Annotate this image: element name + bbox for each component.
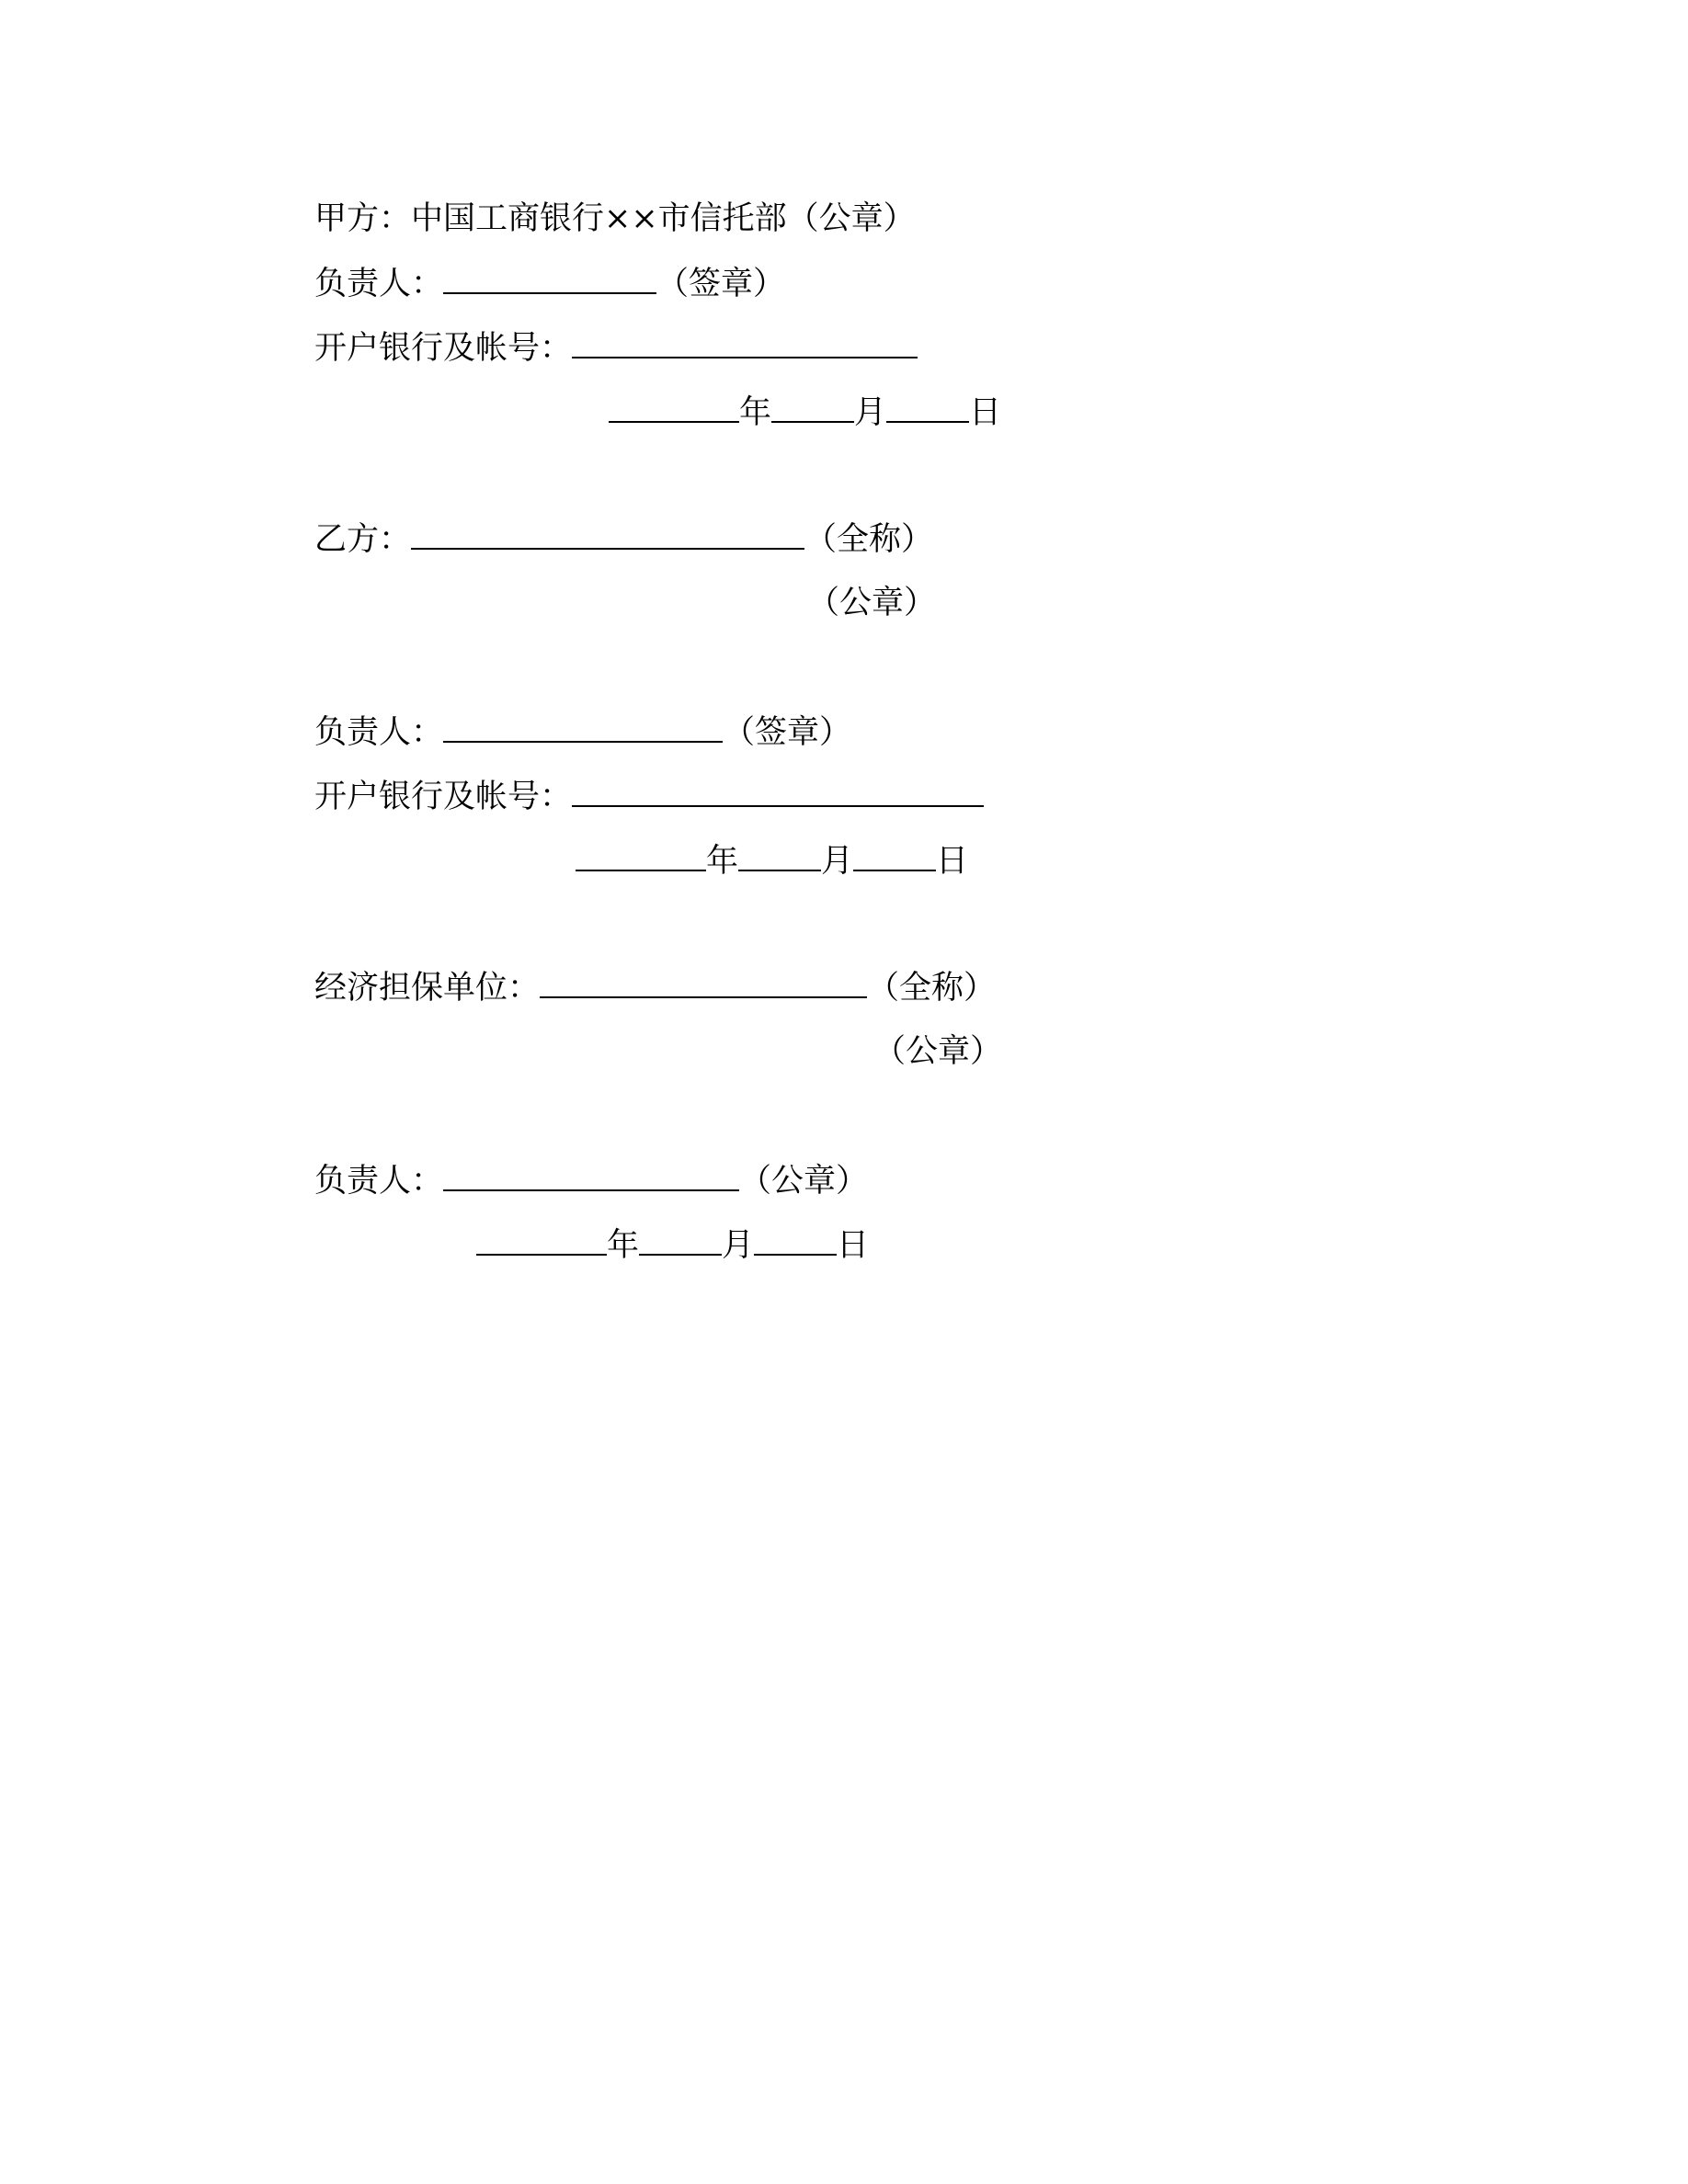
party-a-label: 甲方：中国工商银行××市信托部（公章） bbox=[314, 200, 916, 237]
party-b-name-row bbox=[314, 517, 933, 561]
party-a-bank-label: 开户银行及帐号： bbox=[314, 330, 573, 367]
party-b-month-blank[interactable] bbox=[738, 838, 821, 871]
party-a-title bbox=[314, 197, 916, 241]
guarantor-person-row bbox=[314, 1158, 868, 1202]
party-b-day-blank[interactable] bbox=[853, 838, 936, 871]
guarantor-day-label: 日 bbox=[837, 1227, 870, 1264]
party-b-year-label: 年 bbox=[706, 843, 739, 880]
party-a-date-row bbox=[609, 390, 1001, 434]
guarantor-person-blank[interactable] bbox=[443, 1158, 739, 1191]
party-b-bank-label: 开户银行及帐号： bbox=[314, 779, 573, 815]
party-b-fullname-note: （全称） bbox=[804, 521, 934, 558]
party-b-year-blank[interactable] bbox=[576, 838, 706, 871]
party-b-seal-note: （公章） bbox=[807, 585, 937, 621]
guarantor-seal-row bbox=[873, 1029, 1002, 1074]
party-b-day-label: 日 bbox=[936, 843, 969, 880]
party-b-label: 乙方： bbox=[314, 521, 412, 558]
party-a-person-row bbox=[314, 261, 785, 305]
party-b-month-label: 月 bbox=[821, 843, 854, 880]
party-a-month-label: 月 bbox=[854, 394, 887, 431]
party-a-person-label: 负责人： bbox=[314, 266, 444, 302]
party-b-person-row bbox=[314, 710, 851, 754]
party-a-person-blank[interactable] bbox=[443, 261, 656, 294]
party-b-date-row bbox=[576, 838, 968, 882]
guarantor-month-label: 月 bbox=[722, 1227, 755, 1264]
guarantor-day-blank[interactable] bbox=[754, 1223, 837, 1256]
party-b-person-label: 负责人： bbox=[314, 714, 444, 751]
party-a-person-seal: （签章） bbox=[656, 266, 786, 302]
guarantor-seal-note: （公章） bbox=[873, 1033, 1003, 1070]
party-b-seal-row bbox=[807, 581, 936, 625]
party-b-person-blank[interactable] bbox=[443, 710, 723, 743]
party-a-bank-row bbox=[314, 325, 918, 370]
party-a-bank-blank[interactable] bbox=[572, 325, 918, 358]
guarantor-month-blank[interactable] bbox=[639, 1223, 722, 1256]
party-b-name-blank[interactable] bbox=[411, 517, 804, 550]
guarantor-name-row bbox=[314, 965, 996, 1009]
guarantor-year-blank[interactable] bbox=[476, 1223, 607, 1256]
party-a-month-blank[interactable] bbox=[771, 390, 854, 423]
guarantor-person-label: 负责人： bbox=[314, 1163, 444, 1200]
guarantor-date-row bbox=[476, 1223, 869, 1267]
party-b-person-seal: （签章） bbox=[723, 714, 852, 751]
party-a-day-label: 日 bbox=[969, 394, 1002, 431]
party-a-year-blank[interactable] bbox=[609, 390, 739, 423]
party-a-day-blank[interactable] bbox=[886, 390, 969, 423]
party-b-bank-blank[interactable] bbox=[572, 774, 984, 807]
party-b-bank-row bbox=[314, 774, 984, 818]
guarantor-name-blank[interactable] bbox=[540, 965, 867, 998]
party-a-year-label: 年 bbox=[739, 394, 772, 431]
guarantor-person-seal: （公章） bbox=[739, 1163, 869, 1200]
guarantor-label: 经济担保单位： bbox=[314, 970, 541, 1007]
guarantor-fullname-note: （全称） bbox=[867, 970, 997, 1007]
guarantor-year-label: 年 bbox=[607, 1227, 640, 1264]
